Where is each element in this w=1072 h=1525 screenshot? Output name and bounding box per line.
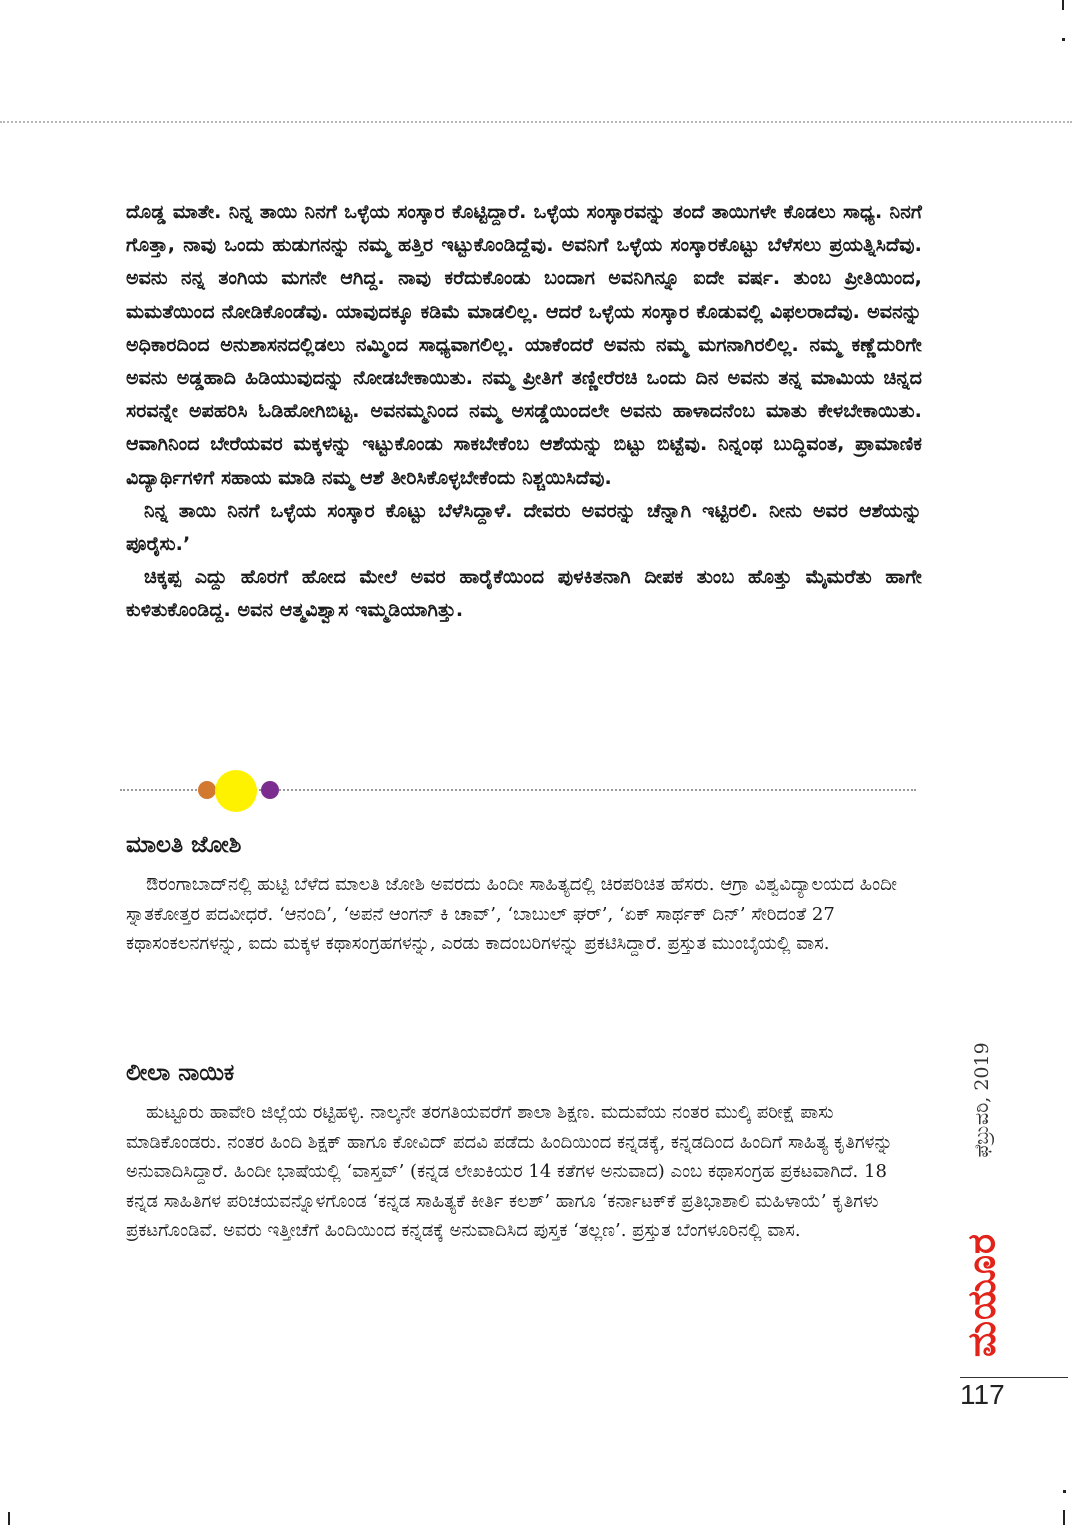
translator-bio-text: ಹುಟ್ಟೂರು ಹಾವೇರಿ ಜಿಲ್ಲೆಯ ರಟ್ಟಿಹಳ್ಳಿ. ನಾಲ್ಕನೇ ತರಗತಿಯವರೆಗೆ ಶಾಲಾ ಶಿಕ್ಷಣ. ಮದುವೆಯ ನಂತರ ಮುಲ್ಕಿ ಪರೀಕ್ಷೆ ಪಾಸು ಮಾಡಿಕೊಂಡರು. ನಂತರ ಹಿಂದಿ ಶಿಕ್ಷಕ್ ಹಾಗೂ ಕೋವಿದ್ ಪದವಿ ಪಡೆದು ಹಿಂದಿಯಿಂದ ಕನ್ನಡಕ್ಕೆ, ಕನ್ನಡದಿಂದ ಹಿಂದಿಗೆ ಸಾಹಿತ್ಯ ಕೃತಿಗಳನ್ನು ಅನುವಾದಿಸಿದ್ದಾರೆ. ಹಿಂದೀ ಭಾಷೆಯಲ್ಲಿ ‘ವಾಸ್ತವ್’ (ಕನ್ನಡ ಲೇಖಕಿಯರ 14 ಕತೆಗಳ ಅನುವಾದ) ಎಂಬ ಕಥಾಸಂಗ್ರಹ ಪ್ರಕಟವಾಗಿದೆ. 18 ಕನ್ನಡ ಸಾಹಿತಿಗಳ ಪರಿಚಯವನ್ನೊಳಗೊಂಡ ‘ಕನ್ನಡ ಸಾಹಿತ್ಯಕೆ ಕೀರ್ತಿ ಕಲಶ್’ ಹಾಗೂ ‘ಕರ್ನಾಟಕ್‌ಕೆ ಪ್ರತಿಭಾಶಾಲಿ ಮಹಿಳಾಯೆ’ ಕೃತಿಗಳು ಪ್ರಕಟಗೊಂಡಿವೆ. ಅವರು ಇತ್ತೀಚೆಗೆ ಹಿಂದಿಯಿಂದ ಕನ್ನಡಕ್ಕೆ ಅನುವಾದಿಸಿದ ಪುಸ್ತಕ ‘ತಲ್ಲಣ’. ಪ್ರಸ್ತುತ ಬೆಂಗಳೂರಿನಲ್ಲಿ ವಾಸ. [126,1102,893,1242]
translator-name: ಲೀಲಾ ನಾಯಿಕ [126,1060,235,1086]
issue-date: ಫೆಬ್ರುವರಿ, 2019 [971,1042,993,1158]
magazine-logo: ಮಯೂರ [959,1232,1004,1358]
story-paragraph: ಚಿಕ್ಕಪ್ಪ ಎದ್ದು ಹೊರಗೆ ಹೋದ ಮೇಲೆ ಅವರ ಹಾರೈಕೆಯಿಂದ ಪುಳಕಿತನಾಗಿ ದೀಪಕ ತುಂಬ ಹೊತ್ತು ಮೈಮರೆತು ಹಾಗೇ ಕುಳಿತುಕೊಂಡಿದ್ದ. ಅವನ ಆತ್ಮವಿಶ್ವಾಸ ಇಮ್ಮಡಿಯಾಗಿತ್ತು. [126,566,922,622]
page-number: 117 [960,1379,1005,1410]
author-bio-text: ಔರಂಗಾಬಾದ್‌ನಲ್ಲಿ ಹುಟ್ಟಿ ಬೆಳೆದ ಮಾಲತಿ ಜೋಶಿ ಅವರದು ಹಿಂದೀ ಸಾಹಿತ್ಯದಲ್ಲಿ ಚಿರಪರಿಚಿತ ಹೆಸರು. ಆಗ್ರಾ ವಿಶ್ವವಿದ್ಯಾಲಯದ ಹಿಂದೀ ಸ್ನಾತಕೋತ್ತರ ಪದವೀಧರೆ. ‘ಆನಂದಿ’, ‘ಅಪನೆ ಆಂಗನ್ ಕಿ ಚಾವ್’, ‘ಬಾಬುಲ್ ಘರ್’, ‘ಏಕ್ ಸಾರ್ಥಕ್ ದಿನ್’ ಸೇರಿದಂತೆ 27 ಕಥಾಸಂಕಲನಗಳನ್ನು, ಐದು ಮಕ್ಕಳ ಕಥಾಸಂಗ್ರಹಗಳನ್ನು, ಎರಡು ಕಾದಂಬರಿಗಳನ್ನು ಪ್ರಕಟಿಸಿದ್ದಾರೆ. ಪ್ರಸ್ತುತ ಮುಂಬೈಯಲ್ಲಿ ವಾಸ. [126,874,897,955]
side-footer [922,1030,1042,1390]
page-number-rule [960,1377,1068,1378]
purple-dot-ornament [261,781,279,799]
crop-mark-bottom-right [1063,1510,1065,1525]
crop-mark-top-right [1062,38,1065,41]
story-paragraph: ದೊಡ್ಡ ಮಾತೇ. ನಿನ್ನ ತಾಯಿ ನಿನಗೆ ಒಳ್ಳೆಯ ಸಂಸ್ಕಾರ ಕೊಟ್ಟಿದ್ದಾರೆ. ಒಳ್ಳೆಯ ಸಂಸ್ಕಾರವನ್ನು ತಂದೆ ತಾಯಿಗಳೇ ಕೊಡಲು ಸಾಧ್ಯ. ನಿನಗೆ ಗೊತ್ತಾ, ನಾವು ಒಂದು ಹುಡುಗನನ್ನು ನಮ್ಮ ಹತ್ತಿರ ಇಟ್ಟುಕೊಂಡಿದ್ದೆವು. ಅವನಿಗೆ ಒಳ್ಳೆಯ ಸಂಸ್ಕಾರಕೊಟ್ಟು ಬೆಳೆಸಲು ಪ್ರಯತ್ನಿಸಿದೆವು. ಅವನು ನನ್ನ ತಂಗಿಯ ಮಗನೇ ಆಗಿದ್ದ. ನಾವು ಕರೆದುಕೊಂಡು ಬಂದಾಗ ಅವನಿಗಿನ್ನೂ ಐದೇ ವರ್ಷ. ತುಂಬ ಪ್ರೀತಿಯಿಂದ, ಮಮತೆಯಿಂದ ನೋಡಿಕೊಂಡೆವು. ಯಾವುದಕ್ಕೂ ಕಡಿಮೆ ಮಾಡಲಿಲ್ಲ. ಆದರೆ ಒಳ್ಳೆಯ ಸಂಸ್ಕಾರ ಕೊಡುವಲ್ಲಿ ವಿಫಲರಾದೆವು. ಅವನನ್ನು ಅಧಿಕಾರದಿಂದ ಅನುಶಾಸನದಲ್ಲಿಡಲು ನಮ್ಮಿಂದ ಸಾಧ್ಯವಾಗಲಿಲ್ಲ. ಯಾಕೆಂದರೆ ಅವನು ನಮ್ಮ ಮಗನಾಗಿರಲಿಲ್ಲ. ನಮ್ಮ ಕಣ್ಣೆದುರಿಗೇ ಅವನು ಅಡ್ಡಹಾದಿ ಹಿಡಿಯುವುದನ್ನು ನೋಡಬೇಕಾಯಿತು. ನಮ್ಮ ಪ್ರೀತಿಗೆ ತಣ್ಣೀರೆರಚಿ ಒಂದು ದಿನ ಅವನು ತನ್ನ ಮಾಮಿಯ ಚಿನ್ನದ ಸರವನ್ನೇ ಅಪಹರಿಸಿ ಓಡಿಹೋಗಿಬಿಟ್ಟ. ಅವನಮ್ಮನಿಂದ ನಮ್ಮ ಅಸಡ್ಡೆಯಿಂದಲೇ ಅವನು ಹಾಳಾದನೆಂಬ ಮಾತು ಕೇಳಬೇಕಾಯಿತು. ಆವಾಗಿನಿಂದ ಬೇರೆಯವರ ಮಕ್ಕಳನ್ನು ಇಟ್ಟುಕೊಂಡು ಸಾಕಬೇಕೆಂಬ ಆಶೆಯನ್ನು ಬಿಟ್ಟು ಬಿಟ್ಟೆವು. ನಿನ್ನಂಥ ಬುದ್ಧಿವಂತ, ಪ್ರಾಮಾಣಿಕ ವಿದ್ಯಾರ್ಥಿಗಳಿಗೆ ಸಹಾಯ ಮಾಡಿ ನಮ್ಮ ಆಶೆ ತೀರಿಸಿಕೊಳ್ಳಬೇಕೆಂದು ನಿಶ್ಚಯಿಸಿದೆವು. [126,201,922,489]
yellow-dot-ornament [215,770,257,812]
header-dotted-rule [0,121,1072,123]
author-bio [126,870,906,959]
crop-mark-bottom-left [8,1512,10,1525]
author-name: ಮಾಲತಿ ಜೋಶಿ [126,832,242,858]
crop-mark-top [1062,0,1064,10]
orange-dot-ornament [198,781,216,799]
section-divider [120,770,916,810]
translator-bio [126,1098,906,1246]
story-paragraph: ನಿನ್ನ ತಾಯಿ ನಿನಗೆ ಒಳ್ಳೆಯ ಸಂಸ್ಕಾರ ಕೊಟ್ಟು ಬೆಳೆಸಿದ್ದಾಳೆ. ದೇವರು ಅವರನ್ನು ಚೆನ್ನಾಗಿ ಇಟ್ಟಿರಲಿ. ನೀನು ಅವರ ಆಶೆಯನ್ನು ಪೂರೈಸು.’ [126,499,922,556]
crop-mark-bottom-right-dot [1063,1490,1066,1493]
story-text [126,196,922,628]
